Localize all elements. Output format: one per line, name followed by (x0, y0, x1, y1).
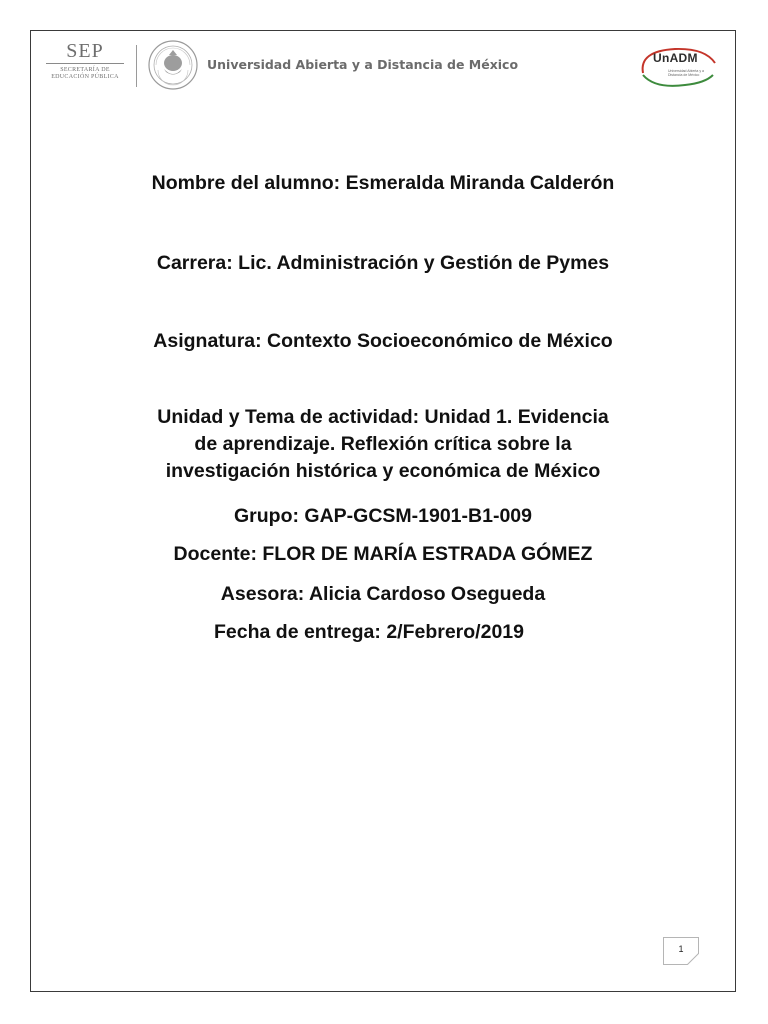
page-number: 1 (678, 944, 684, 954)
sep-logo (39, 41, 131, 81)
sep-logo-subtitle-2: EDUCACIÓN PÚBLICA (51, 74, 119, 80)
sep-logo-rule (46, 63, 124, 64)
university-name: Universidad Abierta y a Distancia de México (207, 57, 519, 72)
unadm-logo-text: UnADM (653, 51, 698, 65)
unit-topic-line-2: de aprendizaje. Reflexión crítica sobre la (194, 433, 572, 455)
unit-topic-line-3: investigación histórica y económica de México (165, 460, 601, 482)
group: Grupo: GAP-GCSM-1901-B1-009 (234, 505, 532, 527)
student-name: Nombre del alumno: Esmeralda Miranda Calderón (151, 172, 615, 194)
career: Carrera: Lic. Administración y Gestión de Pymes (156, 252, 610, 274)
delivery-date: Fecha de entrega: 2/Febrero/2019 (214, 621, 524, 643)
unit-topic (31, 404, 735, 485)
page-curl-icon (687, 953, 699, 965)
subject: Asignatura: Contexto Socioeconómico de México (153, 330, 613, 352)
unit-topic-line-1: Unidad y Tema de actividad: Unidad 1. Evidencia (157, 406, 609, 428)
sep-logo-subtitle-1: SECRETARÍA DE (60, 67, 110, 73)
unadm-logo-tagline: Universidad Abierta y a Distancia de México (668, 69, 704, 77)
page-number-box (663, 937, 699, 965)
document-header (31, 31, 735, 101)
sep-logo-title: SEP (66, 40, 104, 62)
advisor: Asesora: Alicia Cardoso Osegueda (220, 583, 546, 605)
mexico-seal-icon (147, 39, 199, 91)
teacher: Docente: FLOR DE MARÍA ESTRADA GÓMEZ (173, 543, 593, 565)
header-divider (136, 45, 137, 87)
